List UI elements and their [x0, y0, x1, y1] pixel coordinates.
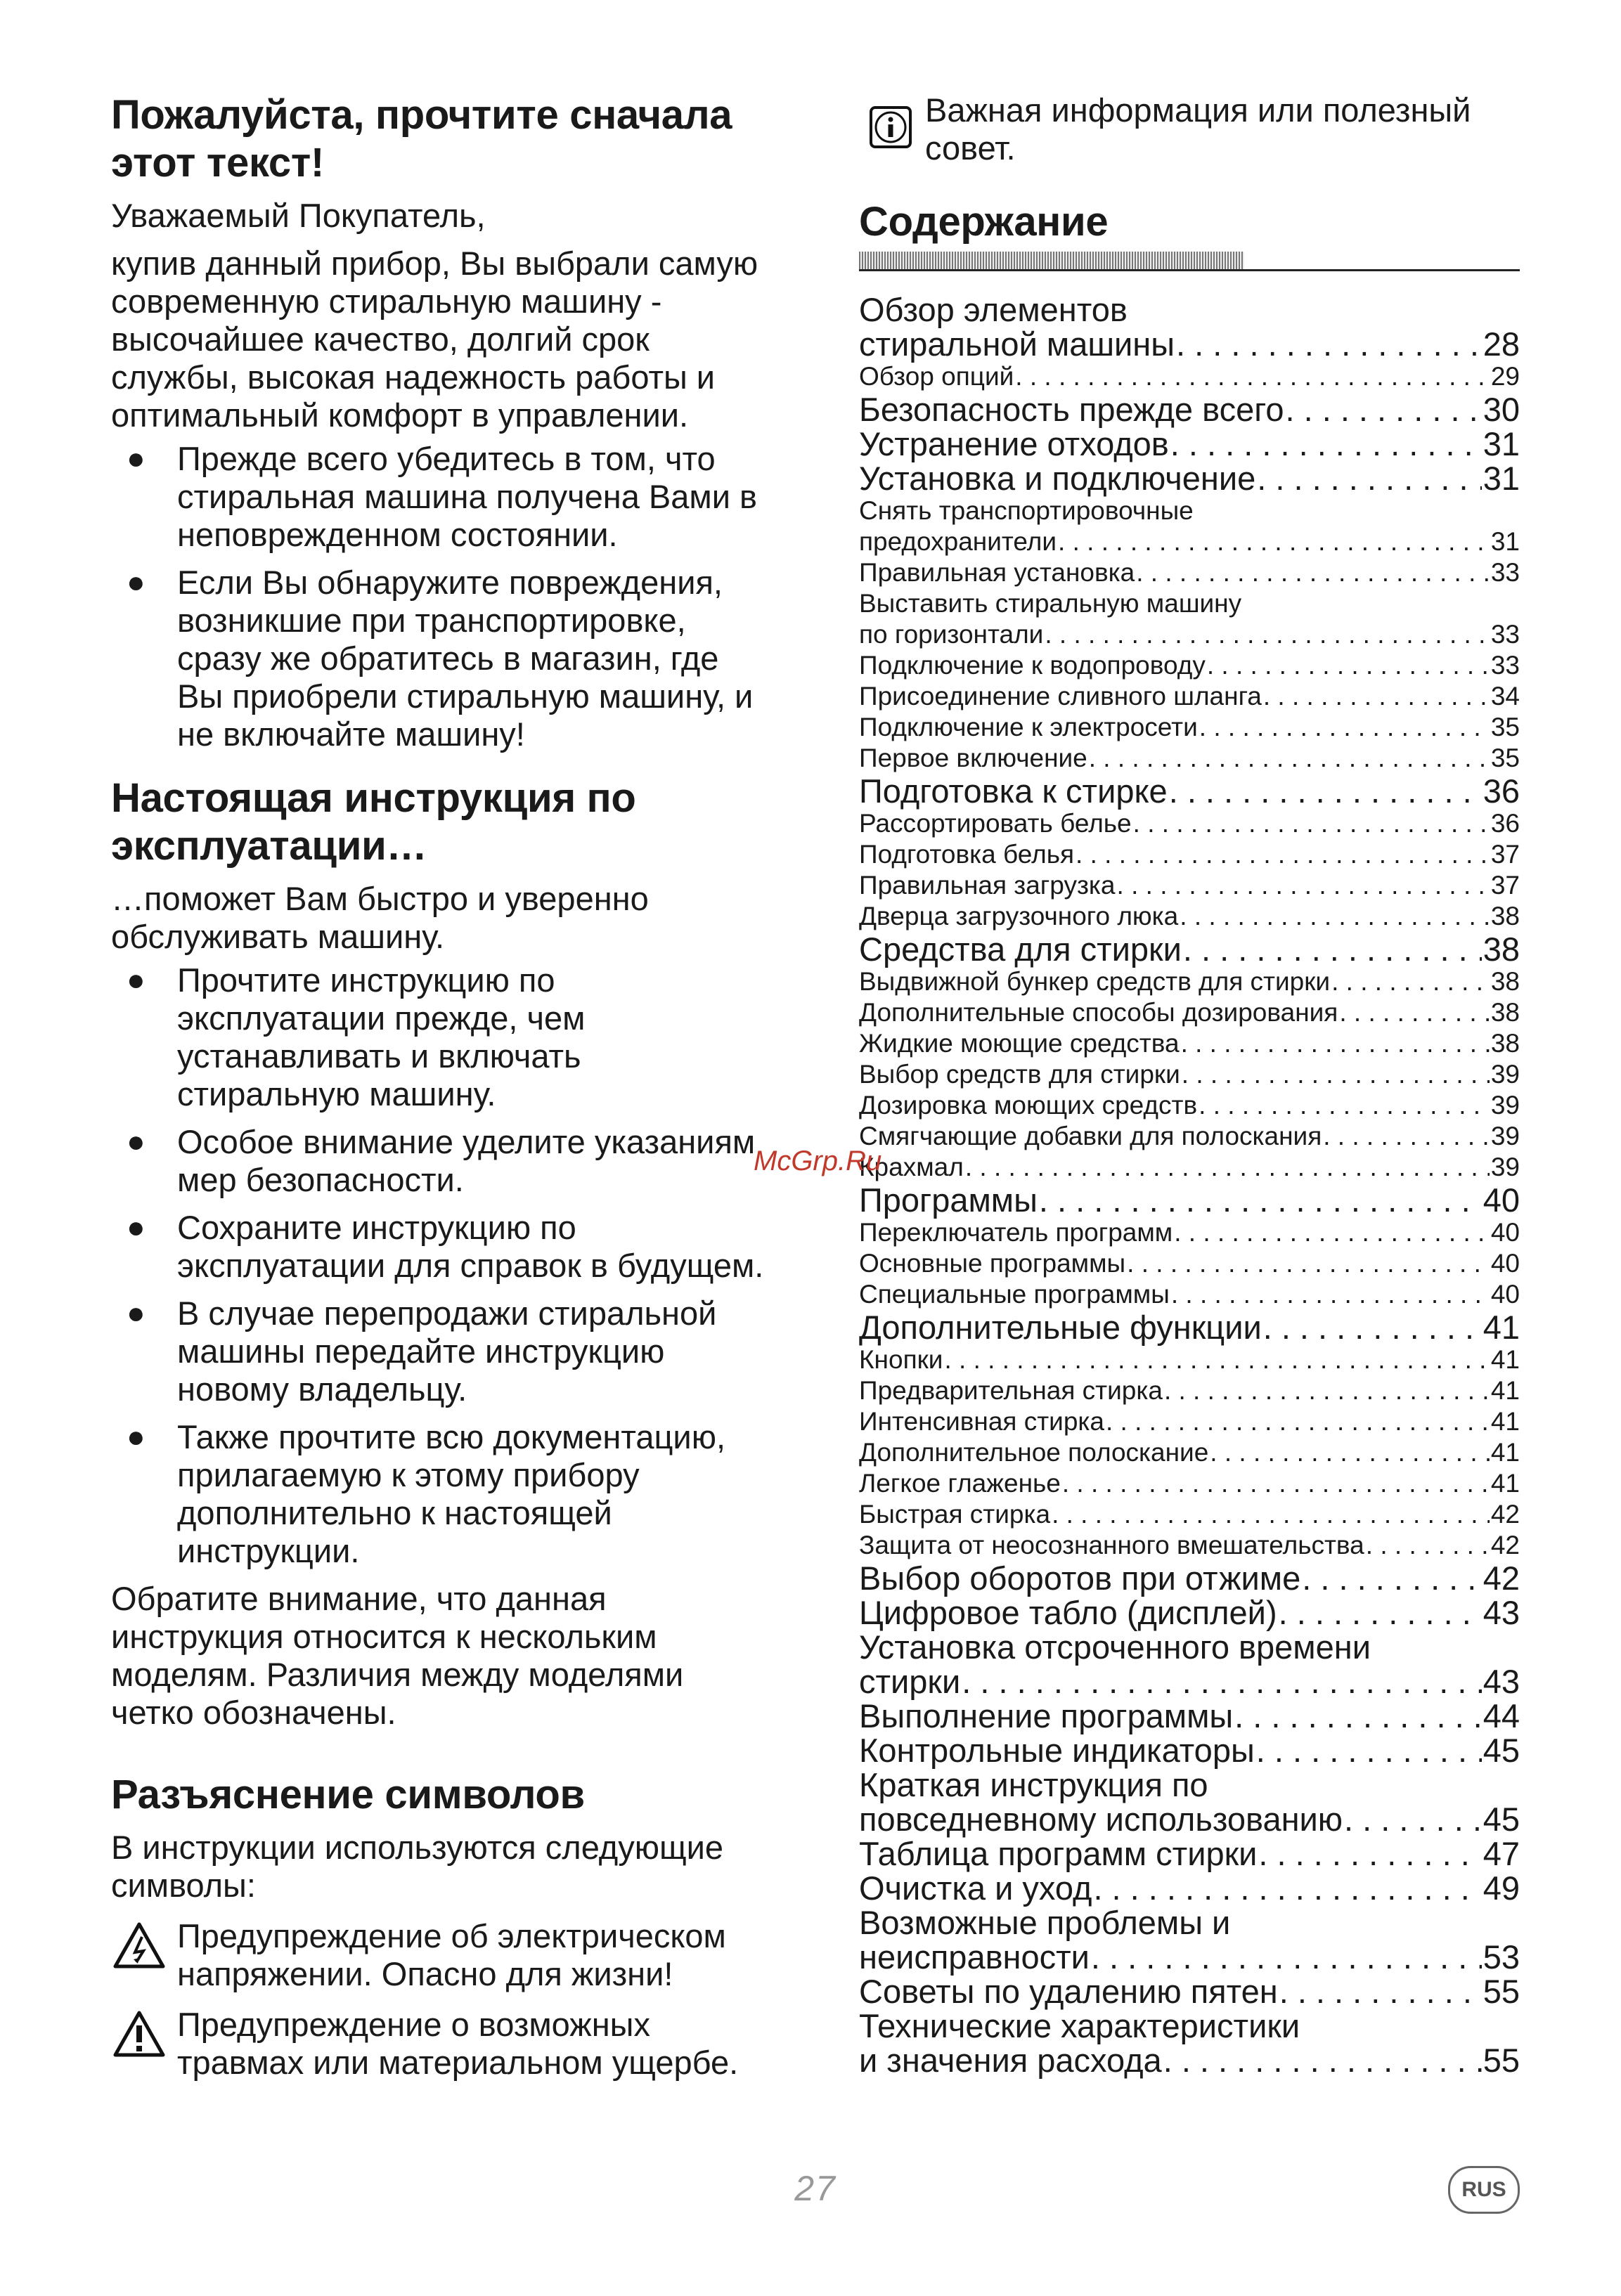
toc-leader-dots — [1127, 1248, 1490, 1279]
toc-entry-title: Правильная установка — [859, 558, 1135, 587]
toc-entry-title: Средства для стирки — [859, 930, 1182, 968]
models-note: Обратите внимание, что данная инструкция относится к нескольким моделям. Различия между моделями четко обозначены. — [111, 1580, 684, 1731]
toc-entry-line: Обзор элементов — [859, 291, 1128, 328]
toc-entry-title: Выбор средств для стирки — [859, 1060, 1180, 1089]
bullet-icon: ● — [127, 441, 146, 476]
toc-entry-title: Предварительная стирка — [859, 1376, 1163, 1405]
toc-entry-title: Подключение к водопроводу — [859, 651, 1206, 680]
toc-entry — [859, 901, 1520, 932]
toc-entry-page: 30 — [1483, 391, 1520, 428]
toc-leader-dots — [1302, 1561, 1481, 1595]
toc-entry — [859, 1468, 1520, 1499]
toc-entry-title: Подготовка к стирке — [859, 772, 1168, 810]
toc-entry-title: Выполнение программы — [859, 1697, 1234, 1734]
list-item: ● В случае перепродажи стиральной машины передайте инструкцию новому владельцу. — [127, 1295, 717, 1408]
toc-entry-page: 35 — [1490, 744, 1520, 772]
info-note — [859, 91, 1520, 167]
toc-entry — [859, 1217, 1520, 1248]
toc-entry — [859, 1248, 1520, 1279]
toc-leader-dots — [1058, 526, 1490, 557]
toc-entry-title: Дверца загрузочного люка — [859, 902, 1179, 930]
toc-entry-title: Выбор оборотов при отжиме — [859, 1559, 1301, 1597]
toc-leader-dots — [1117, 870, 1490, 901]
table-of-contents — [859, 292, 1520, 2077]
toc-leader-dots — [1256, 1733, 1482, 1768]
toc-entry-line: Снять транспортировочные — [859, 496, 1194, 525]
toc-entry-page: 37 — [1490, 840, 1520, 869]
toc-entry-page: 41 — [1490, 1376, 1520, 1405]
right-column — [859, 91, 1520, 2077]
toc-leader-dots — [1180, 901, 1490, 932]
toc-entry-page: 34 — [1490, 682, 1520, 711]
toc-entry-title: неисправности — [859, 1938, 1090, 1976]
toc-leader-dots — [1339, 997, 1490, 1028]
symbol-electric-item — [111, 1917, 772, 1993]
toc-entry — [859, 1561, 1520, 1595]
toc-entry-page: 36 — [1483, 772, 1520, 810]
toc-entry — [859, 1406, 1520, 1437]
list-item: ● Прочтите инструкцию по эксплуатации прежде, чем устанавливать и включать стиральную машину. — [127, 961, 586, 1113]
toc-leader-dots — [1133, 808, 1490, 839]
toc-entry-title: Советы по удалению пятен — [859, 1973, 1278, 2010]
toc-entry-title: Дополнительное полоскание — [859, 1438, 1209, 1467]
toc-entry-title: Безопасность прежде всего — [859, 391, 1284, 428]
toc-entry-title: Жидкие моющие средства — [859, 1029, 1180, 1058]
toc-entry-page: 43 — [1483, 1594, 1520, 1631]
toc-entry-page: 33 — [1490, 651, 1520, 680]
toc-leader-dots — [1136, 557, 1490, 588]
toc-leader-dots — [1323, 1121, 1490, 1152]
toc-leader-dots — [1164, 1375, 1490, 1406]
toc-leader-dots — [1279, 1974, 1482, 2009]
toc-entry-page: 43 — [1483, 1663, 1520, 1700]
bullet-list-check — [111, 440, 772, 753]
toc-entry-page: 33 — [1490, 620, 1520, 649]
toc-entry — [859, 650, 1520, 681]
list-item: ● Прежде всего убедитесь в том, что стиральная машина получена Вами в неповрежденном состоянии. — [127, 440, 757, 553]
toc-leader-dots — [1170, 427, 1482, 461]
toc-entry-page: 39 — [1490, 1122, 1520, 1150]
toc-entry-title: Рассортировать белье — [859, 809, 1132, 838]
toc-entry-title: Выдвижной бункер средств для стирки — [859, 967, 1331, 996]
toc-entry — [859, 681, 1520, 712]
toc-entry-page: 41 — [1490, 1345, 1520, 1374]
electric-warning-icon — [112, 1921, 166, 1969]
toc-entry-page: 39 — [1490, 1091, 1520, 1120]
toc-entry-title: Цифровое табло (дисплей) — [859, 1594, 1277, 1631]
toc-entry — [859, 1310, 1520, 1344]
toc-entry-page: 44 — [1483, 1697, 1520, 1734]
toc-leader-dots — [1183, 932, 1482, 966]
toc-entry — [859, 392, 1520, 427]
toc-entry — [859, 1152, 1520, 1183]
toc-entry — [859, 1836, 1520, 1871]
bullet-icon: ● — [127, 1124, 146, 1159]
toc-entry-title: Правильная загрузка — [859, 871, 1116, 900]
toc-entry — [859, 1028, 1520, 1059]
toc-entry-title: Очистка и уход — [859, 1869, 1092, 1907]
toc-entry-title: по горизонтали — [859, 620, 1044, 649]
toc-leader-dots — [1174, 1217, 1490, 1248]
list-item: ● Сохраните инструкцию по эксплуатации для справок в будущем. — [127, 1209, 764, 1284]
toc-leader-dots — [965, 1152, 1490, 1183]
toc-entry-title: Дополнительные способы дозирования — [859, 998, 1338, 1027]
toc-entry — [859, 1664, 1520, 1699]
toc-leader-dots — [1091, 1940, 1482, 1974]
toc-entry-title: Первое включение — [859, 744, 1087, 772]
toc-entry-page: 39 — [1490, 1153, 1520, 1181]
toc-entry-title: стирки — [859, 1663, 961, 1700]
toc-leader-dots — [1207, 650, 1490, 681]
instructions-intro: …поможет Вам быстро и уверенно обслуживать машину. — [111, 880, 649, 955]
toc-entry — [859, 1121, 1520, 1152]
toc-leader-dots — [1169, 774, 1482, 808]
toc-entry-page: 29 — [1490, 362, 1520, 391]
toc-leader-dots — [1210, 1437, 1490, 1468]
toc-leader-dots — [1181, 1028, 1490, 1059]
toc-leader-dots — [1234, 1699, 1482, 1733]
toc-entry — [859, 712, 1520, 743]
toc-entry-line: Выставить стиральную машину — [859, 589, 1242, 618]
list-item: ● Если Вы обнаружите повреждения, возникшие при транспортировке, сразу же обратитесь в магазин, где Вы приобрели стиральную машину, и не включайте машину! — [127, 564, 754, 753]
toc-entry — [859, 427, 1520, 461]
toc-entry — [859, 1344, 1520, 1375]
heading-read-first: Пожалуйста, прочтите сначала этот текст! — [111, 92, 732, 186]
toc-entry-page: 41 — [1490, 1469, 1520, 1498]
toc-entry-title: повседневному использованию — [859, 1801, 1343, 1838]
toc-entry-page: 38 — [1483, 930, 1520, 968]
toc-entry — [859, 870, 1520, 901]
toc-entry — [859, 839, 1520, 870]
toc-leader-dots — [1285, 392, 1481, 427]
toc-entry — [859, 361, 1520, 392]
toc-leader-dots — [962, 1664, 1481, 1699]
symbol-electric-text: Предупреждение об электрическом напряжении. Опасно для жизни! — [177, 1917, 726, 1992]
bullet-icon: ● — [127, 565, 146, 599]
language-badge: RUS — [1448, 2166, 1520, 2214]
toc-entry — [859, 327, 1520, 361]
toc-entry-page: 42 — [1483, 1559, 1520, 1597]
toc-entry — [859, 557, 1520, 588]
toc-entry — [859, 1183, 1520, 1217]
toc-entry-page: 41 — [1490, 1438, 1520, 1467]
symbols-intro: В инструкции используются следующие символы: — [111, 1829, 724, 1904]
heading-symbols: Разъяснение символов — [111, 1772, 585, 1817]
toc-entry-page: 31 — [1483, 425, 1520, 462]
toc-entry-page: 39 — [1490, 1060, 1520, 1089]
toc-entry-title: и значения расхода — [859, 2042, 1162, 2079]
toc-leader-dots — [1182, 1059, 1490, 1090]
toc-divider — [859, 252, 1520, 271]
toc-leader-dots — [1344, 1802, 1482, 1836]
toc-entry-title: Установка и подключение — [859, 460, 1256, 497]
toc-entry — [859, 808, 1520, 839]
toc-entry — [859, 1940, 1520, 1974]
toc-entry-page: 38 — [1490, 902, 1520, 930]
toc-entry-page: 42 — [1490, 1500, 1520, 1529]
toc-leader-dots — [1258, 1836, 1481, 1871]
toc-leader-dots — [1163, 2043, 1482, 2077]
bullet-icon: ● — [127, 963, 146, 997]
info-note-text: Важная информация или полезный совет. — [925, 91, 1471, 167]
toc-entry — [859, 1090, 1520, 1121]
toc-leader-dots — [944, 1344, 1489, 1375]
info-icon — [869, 105, 912, 149]
toc-entry — [859, 1530, 1520, 1561]
toc-entry — [859, 2043, 1520, 2077]
toc-leader-dots — [1089, 743, 1490, 774]
toc-entry-page: 36 — [1490, 809, 1520, 838]
toc-entry — [859, 966, 1520, 997]
toc-entry — [859, 1733, 1520, 1768]
toc-leader-dots — [1093, 1871, 1481, 1905]
toc-entry — [859, 774, 1520, 808]
toc-entry-line: Краткая инструкция по — [859, 1766, 1208, 1803]
toc-entry-page: 35 — [1490, 713, 1520, 741]
toc-leader-dots — [1331, 966, 1490, 997]
warning-triangle-icon — [112, 2010, 166, 2058]
bullet-icon: ● — [127, 1420, 146, 1454]
toc-leader-dots — [1062, 1468, 1490, 1499]
toc-entry — [859, 619, 1520, 650]
heading-instructions: Настоящая инструкция по эксплуатации… — [111, 775, 636, 869]
symbol-warning-text: Предупреждение о возможных травмах или материальном ущербе. — [177, 2006, 739, 2081]
toc-entry-page: 42 — [1490, 1531, 1520, 1559]
toc-entry-page: 49 — [1483, 1869, 1520, 1907]
toc-entry-page: 40 — [1490, 1249, 1520, 1278]
list-item: ● Также прочтите всю документацию, прилагаемую к этому прибору дополнительно к настоящей инструкции. — [127, 1418, 725, 1569]
toc-entry-title: Обзор опций — [859, 362, 1014, 391]
toc-entry-page: 40 — [1490, 1280, 1520, 1309]
toc-entry-page: 45 — [1483, 1732, 1520, 1769]
toc-entry — [859, 1437, 1520, 1468]
toc-entry-title: Присоединение сливного шланга — [859, 682, 1262, 711]
toc-entry — [859, 1059, 1520, 1090]
toc-entry-page: 45 — [1483, 1801, 1520, 1838]
toc-entry-title: Подготовка белья — [859, 840, 1075, 869]
toc-entry-page: 55 — [1483, 2042, 1520, 2079]
toc-leader-dots — [1039, 1183, 1482, 1217]
toc-entry-page: 37 — [1490, 871, 1520, 900]
toc-entry — [859, 1595, 1520, 1630]
toc-entry-page: 40 — [1483, 1181, 1520, 1219]
toc-entry-line: Установка отсроченного времени — [859, 1628, 1371, 1666]
toc-entry-page: 28 — [1483, 325, 1520, 363]
toc-entry-title: Основные программы — [859, 1249, 1126, 1278]
toc-entry-line: Возможные проблемы и — [859, 1904, 1231, 1941]
toc-entry-title: Защита от неосознанного вмешательства — [859, 1531, 1364, 1559]
left-column — [111, 91, 772, 2082]
toc-entry-title: Программы — [859, 1181, 1038, 1219]
toc-entry — [859, 997, 1520, 1028]
bullet-list-instructions — [111, 961, 772, 1570]
toc-entry-page: 38 — [1490, 967, 1520, 996]
watermark: McGrp.Ru — [754, 1146, 882, 1176]
list-item: ● Особое внимание уделите указаниям мер безопасности. — [127, 1123, 756, 1198]
toc-entry-title: Дополнительные функции — [859, 1309, 1262, 1346]
toc-entry — [859, 1974, 1520, 2009]
toc-entry-page: 41 — [1483, 1309, 1520, 1346]
toc-entry-page: 47 — [1483, 1835, 1520, 1872]
toc-entry-title: Таблица программ стирки — [859, 1835, 1258, 1872]
toc-entry-title: Дозировка моющих средств — [859, 1091, 1198, 1120]
toc-entry-page: 31 — [1483, 460, 1520, 497]
toc-heading: Содержание — [859, 199, 1109, 245]
toc-entry-title: Легкое глаженье — [859, 1469, 1061, 1498]
toc-entry — [859, 461, 1520, 495]
toc-entry — [859, 1279, 1520, 1310]
toc-entry — [859, 1499, 1520, 1530]
toc-entry-page: 33 — [1490, 558, 1520, 587]
toc-entry-page: 40 — [1490, 1218, 1520, 1247]
toc-entry-page: 55 — [1483, 1973, 1520, 2010]
toc-entry-title: Кнопки — [859, 1345, 943, 1374]
toc-entry-title: Интенсивная стирка — [859, 1407, 1104, 1436]
toc-entry — [859, 1802, 1520, 1836]
toc-entry — [859, 1699, 1520, 1733]
intro-paragraph: купив данный прибор, Вы выбрали самую современную стиральную машину - высочайшее качество, долгий срок службы, высокая надежность работы и оптимальный комфорт в управлении. — [111, 245, 758, 434]
bullet-icon: ● — [127, 1210, 146, 1245]
toc-entry-title: Крахмал — [859, 1153, 964, 1181]
toc-entry — [859, 1375, 1520, 1406]
page-number: 27 — [794, 2169, 837, 2208]
toc-entry-title: стиральной машины — [859, 325, 1175, 363]
toc-leader-dots — [1171, 1279, 1490, 1310]
toc-entry-title: Смягчающие добавки для полоскания — [859, 1122, 1322, 1150]
toc-leader-dots — [1263, 1310, 1482, 1344]
greeting: Уважаемый Покупатель, — [111, 197, 486, 234]
symbol-warning-item — [111, 2006, 772, 2082]
toc-entry-line: Технические характеристики — [859, 2007, 1300, 2044]
toc-entry — [859, 1871, 1520, 1905]
toc-entry-title: предохранители — [859, 527, 1057, 556]
toc-leader-dots — [1076, 839, 1490, 870]
toc-entry-page: 38 — [1490, 1029, 1520, 1058]
toc-leader-dots — [1106, 1406, 1490, 1437]
toc-entry — [859, 526, 1520, 557]
toc-leader-dots — [1199, 712, 1490, 743]
toc-leader-dots — [1366, 1530, 1490, 1561]
toc-entry-title: Подключение к электросети — [859, 713, 1198, 741]
toc-leader-dots — [1176, 327, 1482, 361]
toc-leader-dots — [1199, 1090, 1490, 1121]
toc-entry-page: 41 — [1490, 1407, 1520, 1436]
toc-entry — [859, 932, 1520, 966]
toc-entry-title: Специальные программы — [859, 1280, 1170, 1309]
toc-leader-dots — [1257, 461, 1482, 495]
toc-entry-title: Переключатель программ — [859, 1218, 1173, 1247]
toc-entry-title: Контрольные индикаторы — [859, 1732, 1255, 1769]
toc-leader-dots — [1015, 361, 1490, 392]
bullet-icon: ● — [127, 1296, 146, 1330]
toc-entry-title: Устранение отходов — [859, 425, 1169, 462]
toc-leader-dots — [1052, 1499, 1490, 1530]
toc-leader-dots — [1279, 1595, 1482, 1630]
toc-leader-dots — [1263, 681, 1490, 712]
toc-entry — [859, 743, 1520, 774]
toc-entry-page: 31 — [1490, 527, 1520, 556]
toc-entry-page: 38 — [1490, 998, 1520, 1027]
toc-leader-dots — [1045, 619, 1490, 650]
toc-entry-page: 53 — [1483, 1938, 1520, 1976]
toc-entry-title: Быстрая стирка — [859, 1500, 1051, 1529]
